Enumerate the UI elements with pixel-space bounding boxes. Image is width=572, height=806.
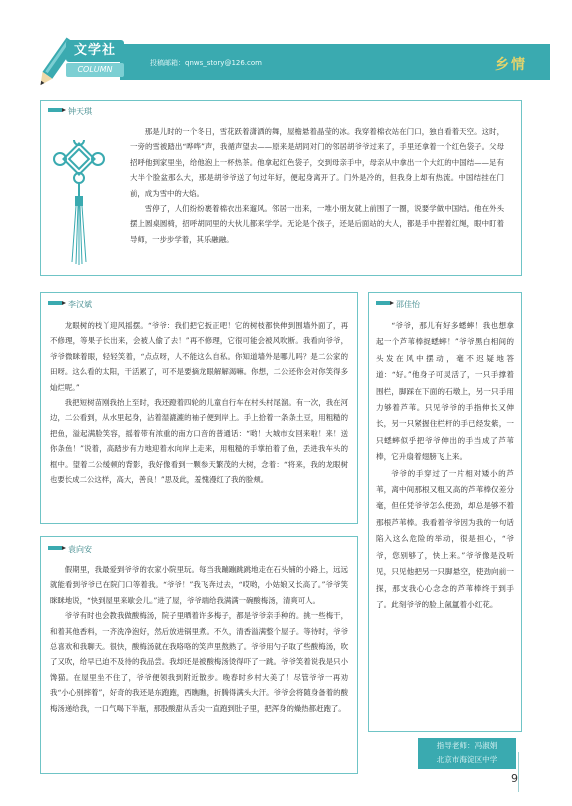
author-name: 袁向安 xyxy=(68,545,92,554)
paragraph: 我把短树苗刚我抬上至时，我还蹬着四轮的儿童自行车在村头村尾溜。有一次，我在河边，二公看到，从水里起身，沾着湿漉漉的袖子便到岸上。手上拾着一条条土豆，用粗糙的把鱼，溢起满脸笑容，摇着带有浓重的南方口音的普通话：“哟！大城市女回来啦！来！送你条鱼！”说着，高踏步有力地迎着水向岸上走来，用粗糙的手掌拍着了鱼，丢进我车头的框中。望着二公缓顿的背影，我好像看到一颗参天繁茂的大树，念着：“将来，我的龙眼树也要长成二公这样，高大，善良！”思及此，羞愧漫红了我的脸颊。 xyxy=(50,398,348,485)
article-body-2 xyxy=(50,318,348,487)
paragraph: “爷爷，那儿有好多蟋蟀！我也想拿起一个芦苇棒捉蟋蟀！”爷爷黑白相间的头发在风中摆动，毫不迟疑地答道：“好。”他身子可灵活了，一只手撑着围栏，脚踩在下面的石墩上，另一只手用力够着芦苇。只见爷爷的手指伸长又伸长，另一只紧握住栏杆的手已经发紫，一只蟋蟀似乎把爷爷伸出的手当成了芦苇棒，它升扇着翅膀飞上来。 xyxy=(376,321,514,462)
brand-logo: 文学社 xyxy=(66,40,124,62)
paragraph: 雪停了，人们纷纷裹着棉衣出来遛风。邻居一出来，一堆小朋友就上前围了一圈，说要学做中国结。他在外头摆上圆桌圆椅，招呼胡同里的大伙儿都来学学。无论是个孩子，还是后面站的大人，都是手中捏着红绳，眼中盯着导师，一步步学着，其乐融融。 xyxy=(130,204,504,244)
author-name: 邵佳怡 xyxy=(396,300,420,309)
school-line: 北京市海淀区中学 xyxy=(436,755,498,764)
advisor-note xyxy=(418,738,516,769)
pencil-icon xyxy=(374,297,394,309)
pencil-icon xyxy=(46,104,66,116)
page-number-divider xyxy=(518,752,519,792)
author-name: 李汉斌 xyxy=(68,300,92,309)
paragraph: 假期里，我最爱到爷爷的农家小院里玩。每当我蹦蹦跳跳地走在石头铺的小路上，远远就能看到爷爷已在院门口等着我。“爷爷！”我飞奔过去，“哎哟，小姑娘又长高了。”爷爷笑眯眯地说，“快到屋里来歇会儿。”进了屋，爷爷端给我满满一碗酸梅汤，清爽可人。 xyxy=(50,565,348,605)
submission-email: 投稿邮箱：qnws_story@126.com xyxy=(150,59,262,67)
paragraph: 龙眼树的枝丫迎风摇摆。“爷爷：我们把它扳正吧！它的树枝都快伸到围墙外面了，再不修理，等果子长出来，会被人偷了去！”再不修理，它很可能会被风吹断。我看向爷爷，爷爷微眯着眼，轻轻笑着，“点点呀，人不能这么自私。你知道墙外是哪儿吗？是二公家的田呀。这么看的太阳，干活累了，可不是要摘龙眼解解渴嘛。你想，二公还你会对你笑得多灿烂呢。” xyxy=(50,321,348,392)
author-name: 钟天琪 xyxy=(68,107,92,116)
paragraph: 爷爷的手穿过了一片相对矮小的芦苇，离中间那根又粗又高的芦苇棒仅差分毫，但任凭爷爷怎么使劲，却总是够不着那根芦苇棒。我看着爷爷因为我的一句话陷入这么危险的举动，很是担心，“爷爷，您别够了，快上来。”爷爷像是没听见，只见他把另一只脚悬空，使劲向前一探，那支我心心念念的芦苇棒终于到手了。此刻爷爷的脸上氤氲着小红花。 xyxy=(376,468,514,609)
article-body-1 xyxy=(130,124,504,247)
paragraph: 爷爷有时也会教我做酸梅汤，院子里晒着许多梅子，都是爷爷亲手种的。挑一些梅干，和着其他香料，一齐洗净泡好，然后放进锅里煮。不久，清香溢满整个屋子。等待时，爷爷总喜欢和我聊天。很快，酸梅汤就在我咯咯的笑声里熬熟了。爷爷用勺子取了些酸梅汤，吹了又吹，给早已迫不及待的我品尝。我却还是被酸梅汤烫得吓了一跳。爷爷笑着说我是只小馋猫。在屋里坐不住了，爷爷便领我到附近散步。晚春时乡村大美了！尽管爷爷一再劝我“小心别摔着”，好奇的我还是东跑跑，西瞧瞧，折腾得满头大汗。爷爷会将随身备着的酸梅汤递给我，一口气喝下半瓶，那股酸甜从舌尖一直跑到肚子里，把浑身的燥热都赶跑了。 xyxy=(50,611,348,713)
article-body-4 xyxy=(376,318,514,613)
chinese-knot-illustration xyxy=(48,140,110,270)
brand-subtitle: COLUMN xyxy=(66,63,124,77)
article-body-3 xyxy=(50,562,348,716)
section-title: 乡情 xyxy=(495,57,527,73)
paragraph: 那是儿时的一个冬日，雪花跃着潇洒的舞，屋檐悬着晶莹的冰。我穿着棉衣站在门口，独自看着天空。这时，一旁的雪被踏出“哗哗”声，我循声望去——原来是胡同对门的邻居胡爷爷过来了，手里还拿着一个红色袋子。父母招呼他到家里坐，给他泡上一杯热茶。他拿起红色袋子，交到母亲手中，母亲从中拿出一个大红的中国结——足有大半个脸盆那么大，那是胡爷爷送了句过年好，便起身离开了。门外是冷的，但我身上却有热流。中国结挂在门前，成为雪中的大焰。 xyxy=(130,127,504,198)
pencil-icon xyxy=(46,297,66,309)
pencil-icon xyxy=(46,542,66,554)
advisor-line: 指导老师：冯淑娟 xyxy=(436,741,498,750)
page-number: 9 xyxy=(511,772,518,785)
